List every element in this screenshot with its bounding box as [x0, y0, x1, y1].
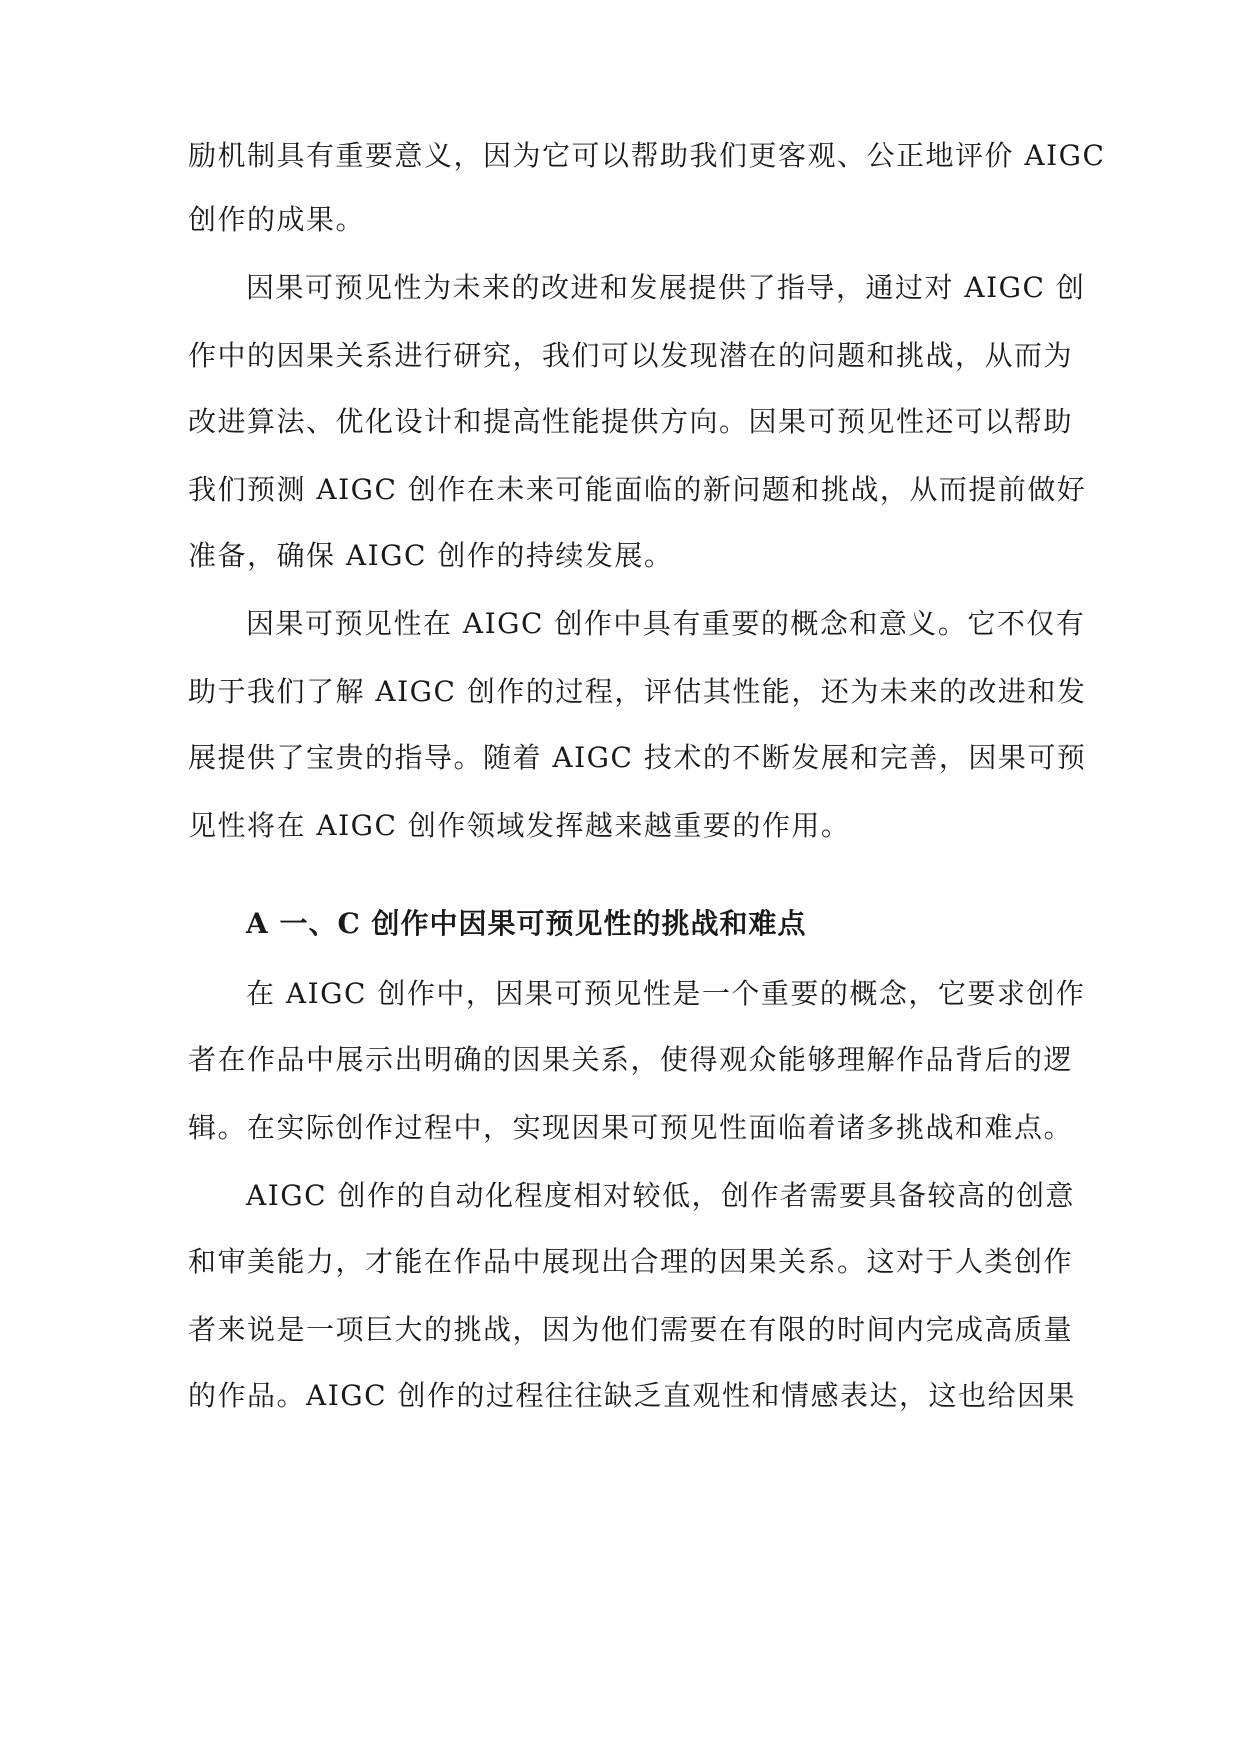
body-text-line: 和审美能力，才能在作品中展现出合理的因果关系。这对于人类创作: [188, 1245, 1074, 1278]
body-text-line: 作中的因果关系进行研究，我们可以发现潜在的问题和挑战，从而为: [188, 339, 1074, 372]
body-text-line: 助于我们了解 AIGC 创作的过程，评估其性能，还为未来的改进和发: [188, 675, 1087, 708]
body-text-line: 励机制具有重要意义，因为它可以帮助我们更客观、公正地评价 AIGC: [188, 139, 1106, 172]
body-text-line: 者来说是一项巨大的挑战，因为他们需要在有限的时间内完成高质量: [188, 1313, 1074, 1346]
body-text-line: 展提供了宝贵的指导。随着 AIGC 技术的不断发展和完善，因果可预: [188, 741, 1087, 774]
body-text-line: 创作的成果。: [188, 203, 366, 236]
body-text-line: AIGC 创作的自动化程度相对较低，创作者需要具备较高的创意: [246, 1179, 1075, 1212]
body-text-line: 见性将在 AIGC 创作领域发挥越来越重要的作用。: [188, 809, 851, 842]
body-text-line: 的作品。AIGC 创作的过程往往缺乏直观性和情感表达，这也给因果: [188, 1379, 1076, 1412]
body-text-line: 因果可预见性在 AIGC 创作中具有重要的概念和意义。它不仅有: [246, 607, 1086, 640]
body-text-line: 在 AIGC 创作中，因果可预见性是一个重要的概念，它要求创作: [246, 977, 1086, 1010]
body-text-line: 准备，确保 AIGC 创作的持续发展。: [188, 539, 674, 572]
section-heading: A 一、C 创作中因果可预见性的挑战和难点: [246, 907, 807, 940]
body-text-line: 我们预测 AIGC 创作在未来可能面临的新问题和挑战，从而提前做好: [188, 473, 1087, 506]
body-text-line: 改进算法、优化设计和提高性能提供方向。因果可预见性还可以帮助: [188, 405, 1074, 438]
body-text-line: 辑。在实际创作过程中，实现因果可预见性面临着诸多挑战和难点。: [188, 1111, 1074, 1144]
body-text-line: 因果可预见性为未来的改进和发展提供了指导，通过对 AIGC 创: [246, 271, 1086, 304]
body-text-line: 者在作品中展示出明确的因果关系，使得观众能够理解作品背后的逻: [188, 1043, 1074, 1076]
